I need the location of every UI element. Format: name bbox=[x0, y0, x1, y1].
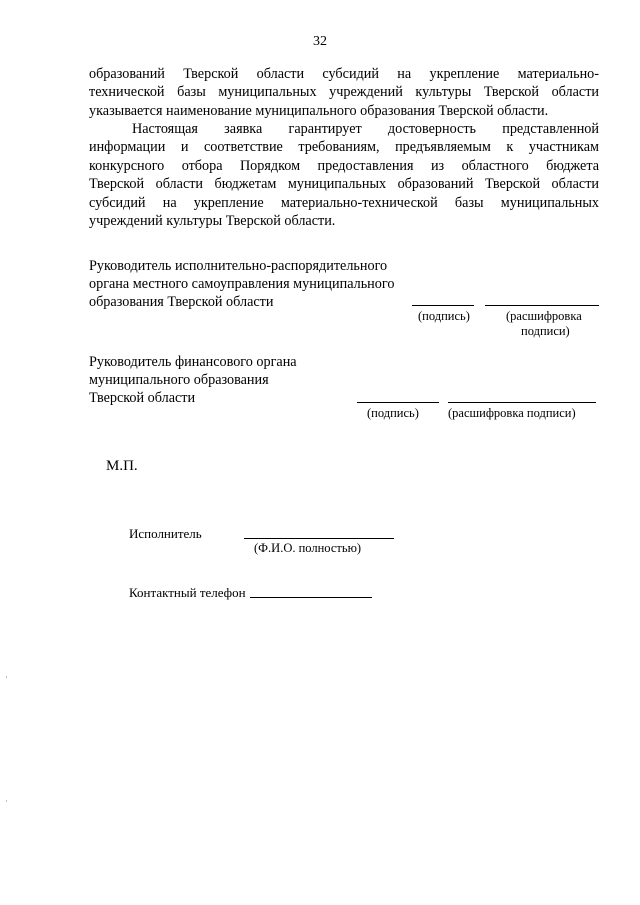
contact-phone-label: Контактный телефон bbox=[129, 585, 246, 600]
paragraph-1 bbox=[89, 65, 599, 120]
head-of-financial-body-title-line: Руководитель финансового органа bbox=[89, 354, 297, 370]
paragraph-2-line: Тверской области бюджетам муниципальных образований Тверской области bbox=[89, 176, 599, 193]
executor-name-line bbox=[244, 538, 394, 539]
executor-caption: (Ф.И.О. полностью) bbox=[254, 541, 362, 555]
signature-line-1 bbox=[412, 305, 474, 306]
paragraph-2-line: Настоящая заявка гарантирует достоверность представленной bbox=[132, 121, 599, 137]
paragraph-2-line: конкурсного отбора Порядком предоставления из областного бюджета bbox=[89, 157, 599, 174]
paragraph-1-line: указывается наименование муниципального образования Тверской области. bbox=[89, 102, 549, 119]
head-of-executive-body-title-line: образования Тверской области bbox=[89, 294, 274, 310]
head-of-financial-body-title-line: муниципального образования bbox=[89, 372, 269, 388]
signature-caption-1: (подпись) bbox=[418, 309, 470, 323]
scan-edge-mark bbox=[6, 800, 7, 802]
decoding-line-2 bbox=[448, 402, 596, 403]
signature-line-2 bbox=[357, 402, 439, 403]
stamp-label: М.П. bbox=[106, 458, 138, 474]
signature-caption-2: (подпись) bbox=[367, 406, 419, 420]
head-of-executive-body-title-line: Руководитель исполнительно-распорядительного bbox=[89, 258, 388, 274]
paragraph-1-line: образований Тверской области субсидий на укрепление материально- bbox=[89, 66, 599, 82]
decoding-caption-1a: (расшифровка bbox=[506, 309, 582, 323]
decoding-line-1 bbox=[485, 305, 599, 306]
head-of-executive-body-title-line: органа местного самоуправления муниципального bbox=[89, 276, 395, 292]
paragraph-2-line: информации и соответствие требованиям, предъявляемым к участникам bbox=[89, 139, 599, 156]
contact-phone-line bbox=[250, 597, 372, 598]
paragraph-1-line: технической базы муниципальных учреждений культуры Тверской области bbox=[89, 84, 599, 101]
paragraph-2 bbox=[89, 120, 599, 230]
paragraph-2-line: учреждений культуры Тверской области. bbox=[89, 213, 336, 230]
paragraph-2-line: субсидий на укрепление материально-технической базы муниципальных bbox=[89, 194, 599, 211]
page-number: 32 bbox=[313, 34, 327, 49]
head-of-financial-body-title-line: Тверской области bbox=[89, 390, 196, 406]
scan-edge-mark bbox=[6, 676, 7, 678]
decoding-caption-1b: подписи) bbox=[521, 324, 570, 338]
decoding-caption-2: (расшифровка подписи) bbox=[448, 406, 576, 420]
executor-label: Исполнитель bbox=[129, 526, 202, 541]
